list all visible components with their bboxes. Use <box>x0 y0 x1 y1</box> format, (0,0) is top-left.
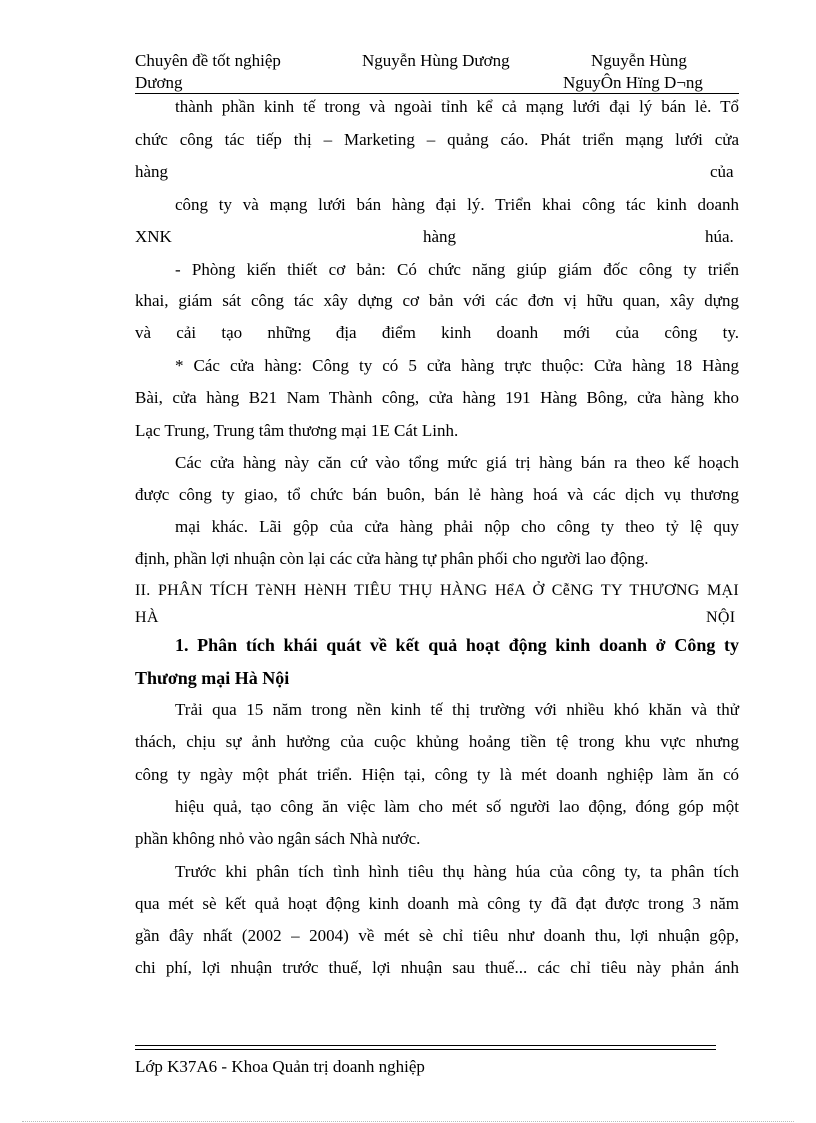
page-edge-dotted <box>22 1121 794 1122</box>
footer-text: Lớp K37A6 - Khoa Quản trị doanh nghiệp <box>135 1057 425 1076</box>
body-line: phần không nhỏ vào ngân sách Nhà nước. <box>135 829 421 848</box>
body-line: hàng <box>423 227 457 246</box>
section-heading-cont: NỘI <box>706 609 736 626</box>
body-line: gần đây nhất (2002 – 2004) về mét sè chỉ tiêu như doanh thu, lợi nhuận gộp, <box>135 926 739 945</box>
header-rule <box>135 93 739 94</box>
body-line: húa. <box>705 227 734 246</box>
body-line: Trước khi phân tích tình hình tiêu thụ hàng húa của công ty, ta phân tích <box>175 862 739 881</box>
body-line: XNK <box>135 227 172 246</box>
body-line: qua mét sè kết quả hoạt động kinh doanh mà công ty đã đạt được trong 3 năm <box>135 894 739 913</box>
body-line: thách, chịu sự ảnh hưởng của cuộc khủng hoảng tiền tệ trong khu vực nhưng <box>135 732 739 751</box>
body-line: định, phần lợi nhuận còn lại các cửa hàng tự phân phối cho người lao động. <box>135 549 649 568</box>
subsection-heading-cont: Thương mại Hà Nội <box>135 668 290 688</box>
section-heading-cont: HÀ <box>135 609 159 626</box>
body-line: được công ty giao, tổ chức bán buôn, bán lẻ hàng hoá và các dịch vụ thương <box>135 485 739 504</box>
body-line: * Các cửa hàng: Công ty có 5 cửa hàng trực thuộc: Cửa hàng 18 Hàng <box>175 356 739 375</box>
body-line: hiệu quả, tạo công ăn việc làm cho mét số người lao động, đóng góp một <box>175 797 739 816</box>
body-line: và cải tạo những địa điểm kinh doanh mới của công ty. <box>135 323 739 342</box>
section-heading: II. PHÂN TÍCH TèNH HèNH TIÊU THỤ HÀNG HểA Ở CễNG TY THƯƠNG MẠI <box>135 582 739 599</box>
body-line: Trải qua 15 năm trong nền kinh tế thị trường với nhiều khó khăn và thử <box>175 700 739 719</box>
body-line: chức công tác tiếp thị – Marketing – quảng cáo. Phát triển mạng lưới cửa <box>135 130 739 149</box>
header-right-line1: Nguyễn Hùng <box>591 51 687 70</box>
body-line: thành phần kinh tế trong và ngoài tỉnh kể cả mạng lưới đại lý bán lẻ. Tổ <box>175 97 739 116</box>
header-left-line1: Chuyên đề tốt nghiệp <box>135 51 281 70</box>
body-line: Bài, cửa hàng B21 Nam Thành công, cửa hàng 191 Hàng Bông, cửa hàng kho <box>135 388 739 407</box>
body-line: khai, giám sát công tác xây dựng cơ bản với các đơn vị hữu quan, xây dựng <box>135 291 739 310</box>
body-line: công ty và mạng lưới bán hàng đại lý. Triển khai công tác kinh doanh <box>175 195 739 214</box>
body-line: mại khác. Lãi gộp của cửa hàng phải nộp cho công ty theo tỷ lệ quy <box>175 517 739 536</box>
header-right-line2: NguyÔn Hïng D¬ng <box>563 73 703 92</box>
body-line: công ty ngày một phát triển. Hiện tại, công ty là mét doanh nghiệp làm ăn có <box>135 765 739 784</box>
body-line: - Phòng kiến thiết cơ bản: Có chức năng giúp giám đốc công ty triển <box>175 260 739 279</box>
body-line: chi phí, lợi nhuận trước thuế, lợi nhuận sau thuế... các chỉ tiêu này phản ánh <box>135 958 739 977</box>
body-line: hàng <box>135 162 169 181</box>
body-line: của <box>710 162 734 181</box>
subsection-heading: 1. Phân tích khái quát về kết quả hoạt động kinh doanh ở Công ty <box>175 635 739 655</box>
footer-rule <box>135 1049 716 1050</box>
body-line: Các cửa hàng này căn cứ vào tổng mức giá trị hàng bán ra theo kế hoạch <box>175 453 739 472</box>
body-line: Lạc Trung, Trung tâm thương mại 1E Cát Linh. <box>135 421 459 440</box>
footer-rule <box>135 1045 716 1046</box>
header-center: Nguyễn Hùng Dương <box>362 51 510 70</box>
header-left-line2: Dương <box>135 73 183 92</box>
